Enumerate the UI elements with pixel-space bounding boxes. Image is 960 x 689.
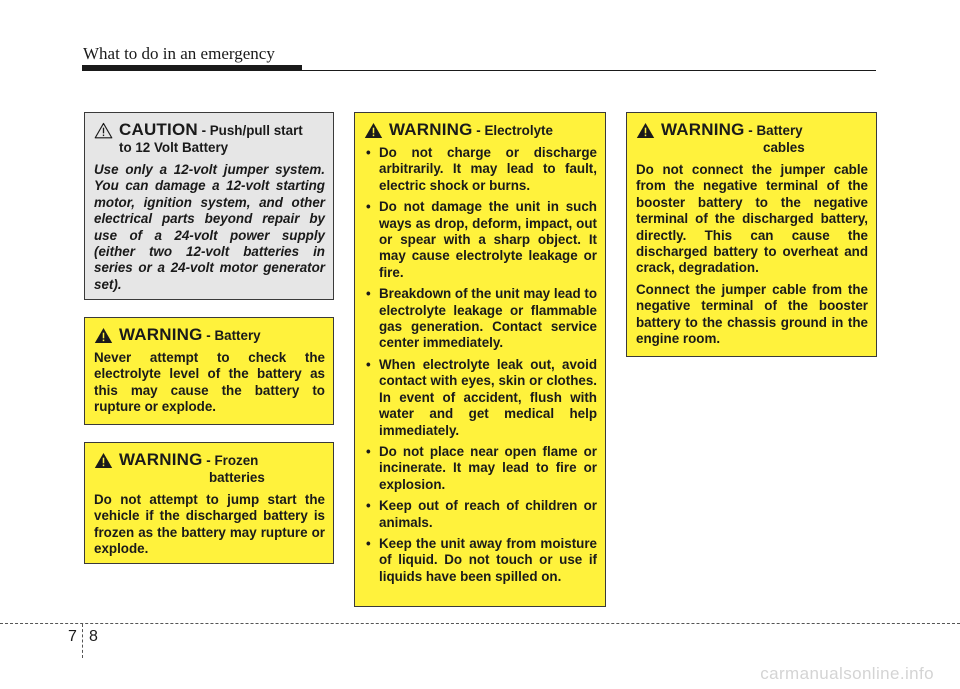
caution-keyword: CAUTION bbox=[119, 120, 198, 139]
warning-frozen-box bbox=[84, 442, 334, 564]
warning-electrolyte-subtitle: - Electrolyte bbox=[472, 123, 553, 138]
warning-cables-para2: Connect the jumper cable from the negative terminal of the booster battery to the chassis ground in the engine room. bbox=[636, 281, 868, 347]
warning-electrolyte-box bbox=[354, 112, 606, 607]
warning-cables-subtitle-line2: cables bbox=[763, 140, 805, 155]
list-item: • Keep the unit away from moisture of liquid. Do not touch or use if liquids have been spilled on. bbox=[366, 535, 597, 584]
caution-outline-triangle-icon bbox=[94, 122, 113, 139]
warning-battery-box bbox=[84, 317, 334, 425]
warning-battery-heading bbox=[94, 326, 325, 344]
warning-battery-subtitle: - Battery bbox=[202, 328, 261, 343]
bullet-marker: • bbox=[366, 356, 371, 372]
bullet-marker: • bbox=[366, 199, 371, 215]
caution-heading bbox=[94, 121, 325, 156]
footer-rule bbox=[0, 623, 960, 624]
list-item: • Breakdown of the unit may lead to electrolyte leakage or flammable gas generation. Contact service center immediately. bbox=[366, 286, 597, 351]
warning-battery-keyword: WARNING bbox=[119, 325, 203, 344]
warning-electrolyte-keyword: WARNING bbox=[389, 120, 473, 139]
list-item: • Do not charge or discharge arbitrarily. It may lead to fault, electric shock or burns. bbox=[366, 145, 597, 193]
header-rule-thick bbox=[82, 65, 302, 71]
page-header-title: What to do in an emergency bbox=[83, 44, 275, 63]
warning-cables-box bbox=[626, 112, 877, 357]
warning-frozen-subtitle-line2: batteries bbox=[209, 470, 265, 485]
bullet-marker: • bbox=[366, 145, 371, 160]
bullet-marker: • bbox=[366, 498, 371, 514]
caution-subtitle-line2: to 12 Volt Battery bbox=[119, 140, 229, 155]
warning-frozen-keyword: WARNING bbox=[119, 450, 203, 469]
warning-triangle-icon bbox=[636, 122, 655, 139]
header-rule-thin bbox=[302, 70, 876, 71]
list-item: • Do not place near open flame or incinerate. It may lead to fire or explosion. bbox=[366, 443, 597, 492]
bullet-marker: • bbox=[366, 443, 371, 459]
warning-cables-subtitle: - Battery bbox=[744, 123, 803, 138]
caution-subtitle: - Push/pull start bbox=[197, 123, 303, 138]
footer-divider bbox=[82, 624, 83, 658]
caution-box bbox=[84, 112, 334, 300]
list-item: • When electrolyte leak out, avoid contact with eyes, skin or clothes. In event of accident, flush with water and get medical help immediately. bbox=[366, 356, 597, 438]
list-item: • Keep out of reach of children or animals. bbox=[366, 498, 597, 530]
list-item: • Do not damage the unit in such ways as drop, deform, impact, out or spear with a sharp object. It may cause electrolyte leakage or fire. bbox=[366, 199, 597, 280]
bullet-marker: • bbox=[366, 535, 371, 551]
caution-body: Use only a 12-volt jumper system. You can damage a 12-volt starting motor, ignition system, and other electrical parts beyond repair by use of a 24-volt power supply (either two 12-volt batteries in series or a 24-volt motor generator set). bbox=[94, 162, 325, 292]
watermark: carmanualsonline.info bbox=[760, 664, 934, 683]
warning-frozen-heading bbox=[94, 451, 325, 486]
warning-triangle-icon bbox=[94, 452, 113, 469]
warning-frozen-subtitle: - Frozen bbox=[202, 453, 259, 468]
warning-cables-keyword: WARNING bbox=[661, 120, 745, 139]
warning-triangle-icon bbox=[94, 327, 113, 344]
warning-electrolyte-heading bbox=[364, 121, 597, 139]
warning-cables-para1: Do not connect the jumper cable from the negative terminal of the booster battery to the negative terminal of the discharged battery, directly. This can cause the discharged battery to overheat and crack, degradation. bbox=[636, 162, 868, 276]
bullet-marker: • bbox=[366, 286, 371, 302]
electrolyte-bullet-list bbox=[364, 145, 597, 585]
page-number: 8 bbox=[89, 628, 98, 645]
warning-cables-heading bbox=[636, 121, 868, 156]
page-chapter-number: 7 bbox=[68, 628, 77, 645]
warning-frozen-body: Do not attempt to jump start the vehicle if the discharged battery is frozen as the battery may rupture or explode. bbox=[94, 492, 325, 557]
warning-triangle-icon bbox=[364, 122, 383, 139]
warning-battery-body: Never attempt to check the electrolyte level of the battery as this may cause the battery to rupture or explode. bbox=[94, 350, 325, 415]
